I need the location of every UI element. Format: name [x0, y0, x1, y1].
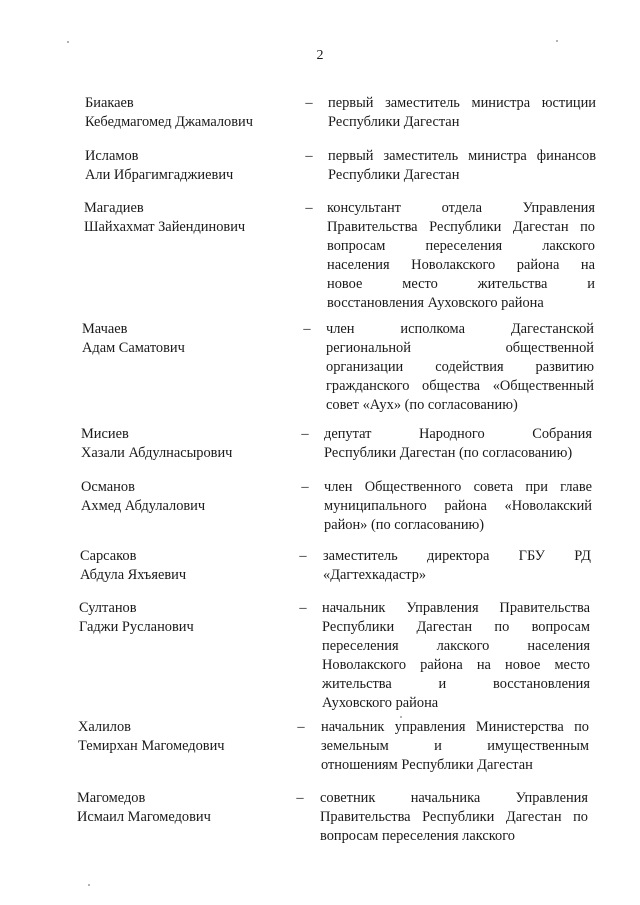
member-surname: Магомедов — [77, 790, 146, 806]
dash-separator: – — [305, 148, 313, 164]
member-full-name — [77, 789, 292, 827]
position-line: гражданского общества «Общественный — [326, 378, 594, 394]
member-full-name — [78, 718, 293, 756]
position-line: муниципального района «Новолакский — [324, 498, 592, 514]
page-number: 2 — [316, 48, 324, 63]
dash-separator: – — [301, 479, 309, 495]
position-line: вопросам переселения лакского — [320, 828, 515, 844]
position-line: земельным и имущественным — [321, 738, 589, 754]
position-line: организации содействия развитию — [326, 359, 594, 375]
member-surname: Мачаев — [82, 321, 128, 337]
position-line: Новолакского района на новое место — [322, 657, 590, 673]
position-line: жительства и восстановления — [322, 676, 590, 692]
position-line: Республики Дагестан — [328, 114, 460, 130]
position-line: член Общественного совета при главе — [324, 479, 592, 495]
position-line: советник начальника Управления — [320, 790, 588, 806]
position-line: первый заместитель министра финансов — [328, 148, 596, 164]
position-line: заместитель директора ГБУ РД — [323, 548, 591, 564]
member-position — [327, 199, 595, 313]
dash-separator: – — [297, 719, 305, 735]
position-line: начальник управления Министерства по — [321, 719, 589, 735]
member-given-names: Гаджи Русланович — [79, 619, 194, 635]
member-full-name — [82, 320, 297, 358]
member-given-names: Исмаил Магомедович — [77, 809, 211, 825]
member-given-names: Ахмед Абдулалович — [81, 498, 206, 514]
scan-speck — [88, 884, 90, 886]
member-full-name — [85, 94, 300, 132]
position-line: Ауховского района — [322, 695, 439, 711]
member-full-name — [81, 478, 296, 516]
member-position — [323, 547, 591, 585]
dash-separator: – — [305, 200, 313, 216]
member-given-names: Али Ибрагимгаджиевич — [85, 167, 234, 183]
scan-speck — [556, 40, 558, 42]
member-surname: Османов — [81, 479, 135, 495]
member-surname: Халилов — [78, 719, 131, 735]
member-position — [328, 94, 596, 132]
position-line: переселения лакского населения — [322, 638, 590, 654]
member-given-names: Шайхахмат Зайендинович — [84, 219, 246, 235]
position-line: вопросам переселения лакского — [327, 238, 595, 254]
dash-separator: – — [305, 95, 313, 111]
position-line: Республики Дагестан по вопросам — [322, 619, 590, 635]
position-line: депутат Народного Собрания — [324, 426, 592, 442]
member-surname: Сарсаков — [80, 548, 137, 564]
position-line: совет «Аух» (по согласованию) — [326, 397, 518, 413]
dash-separator: – — [303, 321, 311, 337]
member-given-names: Темирхан Магомедович — [78, 738, 225, 754]
position-line: член исполкома Дагестанской — [326, 321, 594, 337]
position-line: начальник Управления Правительства — [322, 600, 590, 616]
member-surname: Султанов — [79, 600, 137, 616]
position-line: новое место жительства и — [327, 276, 595, 292]
member-surname: Магадиев — [84, 200, 144, 216]
position-line: населения Новолакского района на — [327, 257, 595, 273]
position-line: Республики Дагестан — [328, 167, 460, 183]
position-line: региональной общественной — [326, 340, 594, 356]
member-full-name — [81, 425, 296, 463]
member-position — [324, 478, 592, 535]
position-line: Республики Дагестан (по согласованию) — [324, 445, 573, 461]
position-line: консультант отдела Управления — [327, 200, 595, 216]
member-position — [324, 425, 592, 463]
position-line: Правительства Республики Дагестан по — [320, 809, 588, 825]
member-position — [321, 718, 589, 775]
position-line: восстановления Ауховского района — [327, 295, 544, 311]
position-line: район» (по согласованию) — [324, 517, 485, 533]
member-given-names: Адам Саматович — [82, 340, 185, 356]
member-full-name — [79, 599, 294, 637]
member-given-names: Абдула Яхъяевич — [80, 567, 187, 583]
member-surname: Исламов — [85, 148, 139, 164]
member-given-names: Хазали Абдулнасырович — [81, 445, 233, 461]
scan-speck — [400, 716, 402, 718]
position-line: отношениям Республики Дагестан — [321, 757, 533, 773]
member-given-names: Кебедмагомед Джамалович — [85, 114, 253, 130]
member-surname: Биакаев — [85, 95, 134, 111]
member-position — [320, 789, 588, 846]
position-line: первый заместитель министра юстиции — [328, 95, 596, 111]
member-full-name — [80, 547, 295, 585]
position-line: Правительства Республики Дагестан по — [327, 219, 595, 235]
member-position — [328, 147, 596, 185]
member-position — [326, 320, 594, 415]
dash-separator: – — [301, 426, 309, 442]
dash-separator: – — [299, 600, 307, 616]
member-surname: Мисиев — [81, 426, 129, 442]
member-full-name — [85, 147, 300, 185]
dash-separator: – — [299, 548, 307, 564]
member-full-name — [84, 199, 299, 237]
dash-separator: – — [296, 790, 304, 806]
member-position — [322, 599, 590, 713]
position-line: «Дагтехкадастр» — [323, 567, 427, 583]
scan-speck — [67, 41, 69, 43]
